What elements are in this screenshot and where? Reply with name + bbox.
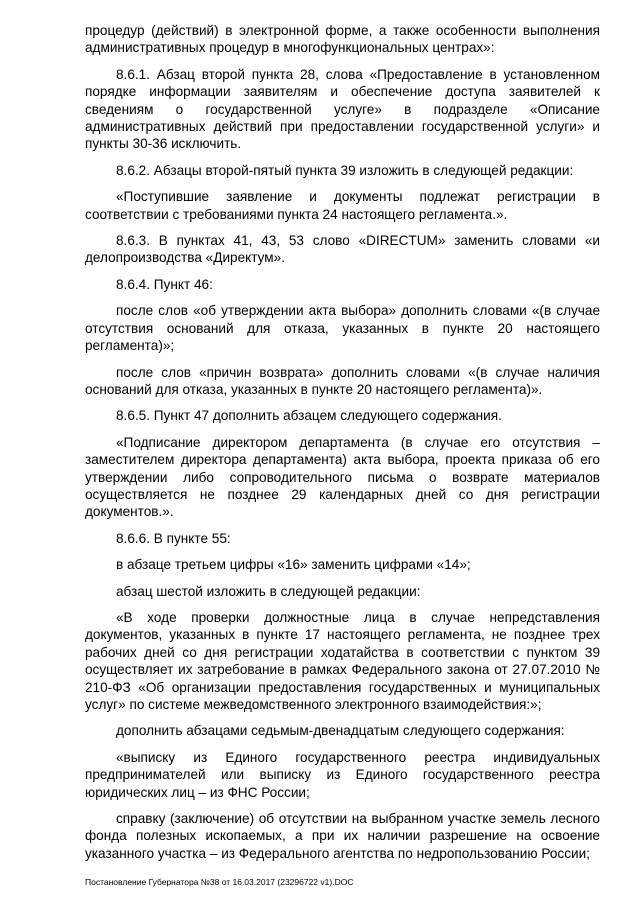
paragraph-8-6-4: 8.6.4. Пункт 46: [116,276,213,292]
paragraph-quote-registration: «Поступившие заявление и документы подлежат регистрации в соответствии с требованиями пункта 24 настоящего регламента.». [85,189,600,222]
paragraph-after-return-reasons: после слов «причин возврата» дополнить словами «(в случае наличия оснований для отказа, указанных в пункте 20 настоящего регламента)». [85,364,600,397]
paragraph-after-act-approval: после слов «об утверждении акта выбора» дополнить словами «(в случае отсутствия оснований для отказа, указанных в пункте 20 настоящего регламента)»; [85,303,600,354]
paragraph-8-6-3: 8.6.3. В пунктах 41, 43, 53 слово «DIRECTUM» заменить словами «и делопроизводства «Директум». [85,233,600,266]
paragraph-8-6-6: 8.6.6. В пункте 55: [116,530,231,546]
document-footer: Постановление Губернатора №38 от 16.03.2017 (23296722 v1).DOC [85,877,354,887]
paragraph-1: процедур (действий) в электронной форме, а также особенности выполнения административных процедур в многофункциональных центрах»: [85,23,600,56]
paragraph-sixth-abzac: абзац шестой изложить в следующей редакции: [116,583,421,599]
paragraph-quote-verification: «В ходе проверки должностные лица в случае непредставления документов, указанных в пункте 17 настоящего регламента, не позднее трех рабочих дней со дня регистрации ходатайства в соответствии с пунктом 39 осуществляет их затребование в рамках Федерального закона от 27.07.2010 № 210-ФЗ «Об организации предоставления государственных и муниципальных услуг» по системе межведомственного электронного взаимодействия:»; [85,609,600,712]
paragraph-quote-signing: «Подписание директором департамента (в случае его отсутствия – заместителем директора департамента) акта выбора, проекта приказа об его утверждении либо сопроводительного письма о возврате материалов осуществляется не позднее 29 календарных дней со дня регистрации документов.». [85,434,600,520]
paragraph-quote-egrip: «выписку из Единого государственного реестра индивидуальных предпринимателей или выписку из Единого государственного реестра юридических лиц – из ФНС России; [85,749,600,800]
paragraph-8-6-2: 8.6.2. Абзацы второй-пятый пункта 39 изложить в следующей редакции: [116,162,574,178]
paragraph-certificate: справку (заключение) об отсутствии на выбранном участке земель лесного фонда полезных ископаемых, а при их наличии разрешение на освоение указанного участка – из Федерального агентства по недропользованию России; [85,811,600,861]
paragraph-third-abzac: в абзаце третьем цифры «16» заменить цифрами «14»; [116,557,471,573]
document-page [85,22,600,871]
paragraph-add-abzacs: дополнить абзацами седьмым-двенадцатым следующего содержания: [116,723,565,739]
paragraph-8-6-1: 8.6.1. Абзац второй пункта 28, слова «Предоставление в установленном порядке информации заявителям и обеспечение доступа заявителей к сведениям о государственной услуге» в подразделе «Описание административных действий при предоставлении государственной услуги» и пункты 30-36 исключить. [85,66,600,152]
paragraph-8-6-5: 8.6.5. Пункт 47 дополнить абзацем следующего содержания. [116,408,502,424]
